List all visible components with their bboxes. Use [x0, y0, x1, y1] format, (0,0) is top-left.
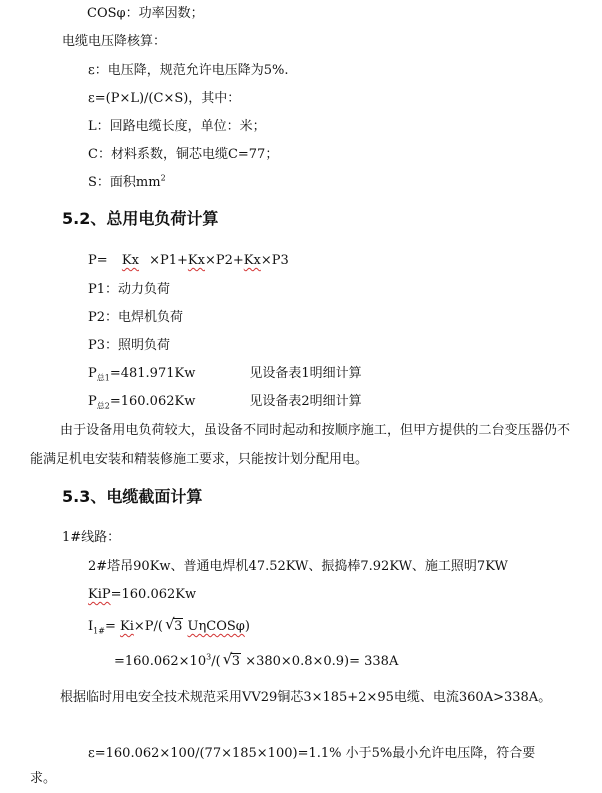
area-definition-line: [88, 174, 166, 192]
formula-term-3: ×P3: [260, 253, 289, 268]
pt1-value: =481.971Kw: [109, 366, 196, 381]
area-superscript: 2: [160, 173, 166, 183]
formula-kx-1: Kx: [121, 253, 139, 268]
formula-kx-2: Kx: [187, 253, 205, 268]
current-formula-close: ): [244, 619, 250, 634]
pt2-subscript: 总2: [96, 401, 110, 411]
current-calculation-line: [114, 650, 399, 671]
current-formula-line: [88, 615, 250, 636]
material-coefficient-line: C：材料系数，铜芯电缆C=77；: [88, 147, 279, 162]
p2-definition: P2：电焊机负荷: [88, 310, 184, 325]
pt2-note: 见设备表2明细计算: [249, 394, 362, 409]
line-1-label: 1#线路：: [62, 530, 121, 545]
calc-part-a: =160.062×10: [114, 654, 207, 669]
pt1-p: P: [88, 366, 97, 381]
epsilon-definition-line: ε：电压降，规范允许电压降为5%.: [88, 63, 289, 78]
current-formula-tail: UηCOSφ: [187, 619, 245, 634]
cable-selection-paragraph: 根据临时用电安全技术规范采用VV29铜芯3×185+2×95电缆、电流360A>338A。: [60, 690, 552, 705]
current-formula-middle: ×P/(: [133, 619, 163, 634]
current-subscript: 1#: [93, 626, 105, 636]
equipment-list-line: 2#塔吊90Kw、普通电焊机47.52KW、振捣棒7.92KW、施工照明7KW: [88, 559, 508, 574]
length-definition-line: L：回路电缆长度，单位：米；: [88, 119, 266, 134]
calc-superscript: 3: [206, 652, 212, 662]
epsilon-result-line-1: ε=160.062×100/(77×185×100)=1.1% 小于5%最小允许电压降，符合要: [88, 746, 536, 761]
power-factor-text: COSφ：功率因数；: [87, 6, 204, 21]
ki-symbol: Ki: [119, 619, 134, 634]
total-load-1-line: [88, 365, 362, 383]
pt2-p: P: [88, 394, 97, 409]
formula-term-2: ×P2+: [204, 253, 244, 268]
pt1-note: 见设备表1明细计算: [249, 366, 362, 381]
section-5-3-heading: 5.3、电缆截面计算: [62, 487, 203, 506]
power-factor-line: [87, 5, 204, 23]
formula-p-equals: P=: [88, 253, 108, 268]
voltage-drop-check-line: 电缆电压降核算：: [62, 34, 167, 49]
epsilon-result-line-2: 求。: [30, 771, 57, 786]
sqrt-3-value: 3: [174, 619, 183, 634]
current-equals: =: [104, 619, 116, 634]
formula-term-1: ×P1+: [149, 253, 188, 268]
total-load-2-line: [88, 393, 362, 411]
calc-part-b: /(: [211, 654, 221, 669]
p1-definition: P1：动力负荷: [88, 282, 171, 297]
epsilon-formula-line: ε=(P×L)/(C×S)，其中：: [88, 91, 241, 106]
kip-line: [88, 586, 196, 604]
area-text: S：面积mm: [88, 175, 161, 190]
p3-definition: P3：照明负荷: [88, 338, 171, 353]
pt1-subscript: 总1: [96, 373, 110, 383]
current-symbol: I: [88, 619, 94, 634]
kip-symbol: KiP: [88, 587, 111, 602]
pt2-value: =160.062Kw: [109, 394, 196, 409]
sqrt-3-symbol: √ 3: [165, 615, 183, 634]
calc-sqrt-symbol: √ 3: [222, 650, 241, 669]
calc-part-c: ×380×0.8×0.9)= 338A: [245, 654, 399, 669]
kip-value: =160.062Kw: [110, 587, 197, 602]
formula-kx-3: Kx: [243, 253, 261, 268]
calc-sqrt-value: 3: [231, 654, 241, 669]
total-load-formula: [88, 252, 289, 270]
load-explanation-paragraph: 由于设备用电负荷较大，虽设备不同时起动和按顺序施工，但甲方提供的二台变压器仍不能满足机电安装和精装修施工要求，只能按计划分配用电。: [30, 423, 570, 467]
section-5-2-heading: 5.2、总用电负荷计算: [62, 209, 219, 228]
